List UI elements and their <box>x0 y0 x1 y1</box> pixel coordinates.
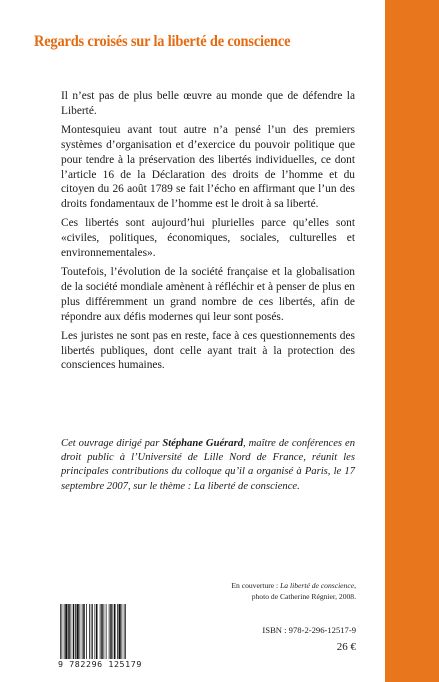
barcode-bar <box>101 604 103 662</box>
barcode-bar <box>80 604 81 662</box>
barcode-bar <box>82 604 83 662</box>
barcode-bar <box>86 604 87 662</box>
barcode-bar <box>124 604 125 662</box>
barcode-bar <box>68 604 70 662</box>
paragraph: Les juristes ne sont pas en reste, face à ces questionnements des libertés publiques, dont celle ayant trait à la protection des consciences humaines. <box>61 329 355 372</box>
blurb-text-after: , maître de conférences en droit public à l’Université de Lille Nord de France, réunit les principales contributions du colloque qu’il a organisé à Paris, le 17 septembre 2007, sur le thème : La liberté de conscience. <box>61 438 355 492</box>
barcode-bar <box>95 604 96 662</box>
barcode-bar <box>119 604 121 662</box>
spine-color-band <box>385 0 439 682</box>
barcode-bar <box>113 604 114 662</box>
barcode-bar <box>114 604 116 662</box>
book-title: Regards croisés sur la liberté de conscience <box>34 33 291 50</box>
editor-blurb <box>61 437 355 494</box>
barcode-bar <box>117 604 118 662</box>
barcode-bar <box>106 604 107 662</box>
barcode-bar <box>109 604 110 662</box>
credit-work-title: La liberté de conscience <box>280 581 355 590</box>
barcode-bar <box>104 604 105 662</box>
back-cover-text <box>61 89 355 377</box>
price: 26 € <box>336 641 356 653</box>
barcode-bar <box>91 604 92 662</box>
barcode-bar <box>100 604 101 662</box>
cover-credit <box>200 581 356 602</box>
barcode-bar <box>62 604 63 662</box>
credit-suffix: , <box>354 581 356 590</box>
barcode-bar <box>71 604 72 662</box>
barcode-bar <box>65 604 67 662</box>
barcode-bar <box>122 604 123 662</box>
paragraph: Ces libertés sont aujourd’hui plurielles parce qu’elles sont «civiles, politiques, économiques, sociales, culturelles et environnementales». <box>61 217 355 260</box>
credit-photo: photo de Catherine Régnier, 2008. <box>251 591 356 601</box>
barcode-bar <box>64 604 65 662</box>
barcode-bar <box>125 604 126 662</box>
barcode-bar <box>96 604 98 662</box>
isbn: ISBN : 978-2-296-12517-9 <box>262 625 356 635</box>
barcode-bar <box>60 604 61 662</box>
credit-prefix: En couverture : <box>231 581 281 590</box>
barcode-bar <box>75 604 76 662</box>
paragraph: Il n’est pas de plus belle œuvre au monde que de défendre la Liberté. <box>61 90 355 117</box>
paragraph: Montesquieu avant tout autre n’a pensé l’un des premiers systèmes d’organisation et d’exercice du pouvoir politique que pour tendre à la préservation des libertés individuelles, ce dont l’article 16 de la Déclaration des droits de l’homme et du citoyen du 26 août 1789 se fait l’écho en affirmant que l’un des droits fondamentaux de l’homme est le droit à sa liberté. <box>61 123 355 211</box>
barcode-bar <box>83 604 85 662</box>
blurb-text-before: Cet ouvrage dirigé par <box>61 438 163 449</box>
barcode-bar <box>73 604 75 662</box>
editor-name: Stéphane Guérard <box>162 438 243 449</box>
barcode-bar <box>89 604 90 662</box>
barcode-bar <box>77 604 79 662</box>
barcode-bar <box>110 604 112 662</box>
paragraph: Toutefois, l’évolution de la société française et la globalisation de la société mondiale amènent à réfléchir et à penser de plus en plus différemment un grand nombre de ces libertés, afin de répondre aux défis modernes qui leur sont posés. <box>61 265 355 323</box>
barcode-bar <box>92 604 93 662</box>
barcode-digits: 9 782296 125179 <box>58 659 154 669</box>
